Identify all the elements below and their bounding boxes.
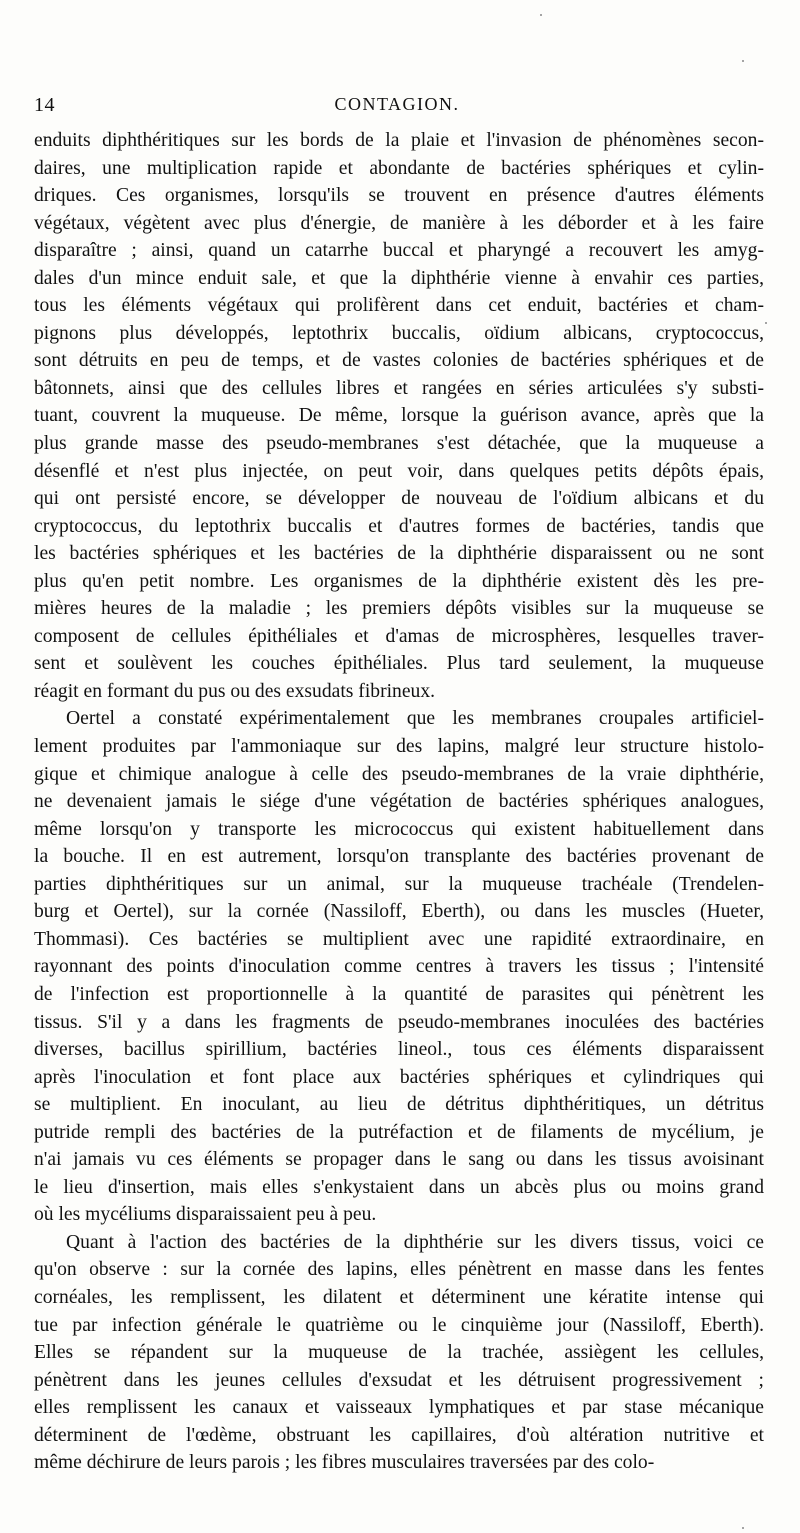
text-line: plus grande masse des pseudo-membranes s'est détachée, que la muqueuse a	[34, 433, 764, 455]
text-line: diverses, bacillus spirillium, bactéries lineol., tous ces éléments disparaissent	[34, 1039, 764, 1061]
text-line: cornéales, les remplissent, les dilatent et déterminent une kératite intense qui	[34, 1286, 764, 1308]
text-line: Oertel a constaté expérimentalement que les membranes croupales artificiel-	[66, 708, 764, 730]
text-line: tissus. S'il y a dans les fragments de pseudo-membranes inoculées des bactéries	[34, 1011, 764, 1033]
page-number: 14	[34, 94, 55, 116]
text-line: Thommasi). Ces bactéries se multiplient avec une rapidité extraordinaire, en	[34, 928, 764, 950]
text-line: végétaux, végètent avec plus d'énergie, de manière à les déborder et à les faire	[34, 212, 764, 234]
text-line: lement produites par l'ammoniaque sur des lapins, malgré leur structure histolo-	[34, 736, 764, 758]
paragraph	[34, 705, 764, 1228]
text-line: composent de cellules épithéliales et d'amas de microsphères, lesquelles traver-	[34, 625, 764, 647]
text-line: putride rempli des bactéries de la putréfaction et de filaments de mycélium, je	[34, 1121, 764, 1143]
text-line: enduits diphthéritiques sur les bords de la plaie et l'invasion de phénomènes secon-	[34, 130, 764, 151]
text-line: n'ai jamais vu ces éléments se propager dans le sang ou dans les tissus avoisinant	[34, 1149, 764, 1171]
text-line: les bactéries sphériques et les bactéries de la diphthérie disparaissent ou ne sont	[34, 543, 764, 565]
text-line: qui ont persisté encore, se développer de nouveau de l'oïdium albicans et du	[34, 488, 764, 510]
text-line: pignons plus développés, leptothrix buccalis, oïdium albicans, cryptococcus,	[34, 322, 764, 344]
paper-speck	[742, 60, 744, 62]
text-line: mières heures de la maladie ; les premiers dépôts visibles sur la muqueuse se	[34, 598, 764, 620]
text-line: tuant, couvrent la muqueuse. De même, lorsque la guérison avance, après que la	[34, 405, 764, 427]
text-line: plus qu'en petit nombre. Les organismes de la diphthérie existent dès les pre-	[34, 570, 764, 592]
body-text	[34, 127, 764, 1477]
text-line: même déchirure de leurs parois ; les fibres musculaires traversées par des colo-	[34, 1452, 655, 1474]
text-line: qu'on observe : sur la cornée des lapins, elles pénètrent en masse dans les fentes	[34, 1259, 764, 1281]
text-line: tous les éléments végétaux qui prolifèrent dans cet enduit, bactéries et cham-	[34, 295, 764, 317]
page-header	[34, 94, 760, 120]
text-line: le lieu d'insertion, mais elles s'enkystaient dans un abcès plus ou moins grand	[34, 1176, 764, 1198]
text-line: réagit en formant du pus ou des exsudats fibrineux.	[34, 680, 436, 702]
text-line: dales d'un mince enduit sale, et que la diphthérie vienne à envahir ces parties,	[34, 267, 764, 289]
paper-speck	[540, 14, 542, 16]
running-head: CONTAGION.	[334, 94, 460, 114]
text-line: après l'inoculation et font place aux bactéries sphériques et cylindriques qui	[34, 1066, 764, 1088]
text-line: burg et Oertel), sur la cornée (Nassiloff, Eberth), ou dans les muscles (Hueter,	[34, 901, 764, 923]
text-line: sent et soulèvent les couches épithéliales. Plus tard seulement, la muqueuse	[34, 653, 764, 675]
text-line: parties diphthéritiques sur un animal, sur la muqueuse trachéale (Trendelen-	[34, 873, 764, 895]
paragraph	[34, 127, 764, 705]
text-line: elles remplissent les canaux et vaisseaux lymphatiques et par stase mécanique	[34, 1397, 764, 1419]
text-line: pénètrent dans les jeunes cellules d'exsudat et les détruisent progressivement ;	[34, 1369, 764, 1391]
text-line: se multiplient. En inoculant, au lieu de détritus diphthéritiques, un détritus	[34, 1094, 764, 1116]
text-line: la bouche. Il en est autrement, lorsqu'on transplante des bactéries provenant de	[34, 846, 764, 868]
text-line: cryptococcus, du leptothrix buccalis et d'autres formes de bactéries, tandis que	[34, 515, 764, 537]
text-line: daires, une multiplication rapide et abondante de bactéries sphériques et cylin-	[34, 157, 764, 179]
text-line: où les mycéliums disparaissaient peu à peu.	[34, 1204, 377, 1226]
text-line: disparaître ; ainsi, quand un catarrhe buccal et pharyngé a recouvert les amyg-	[34, 240, 764, 262]
text-line: même lorsqu'on y transporte les micrococcus qui existent habituellement dans	[34, 818, 764, 840]
text-line: bâtonnets, ainsi que des cellules libres et rangées en séries articulées s'y substi-	[34, 377, 764, 399]
paper-speck	[742, 1527, 744, 1529]
text-line: Elles se répandent sur la muqueuse de la trachée, assiègent les cellules,	[34, 1342, 764, 1364]
text-line: ne devenaient jamais le siége d'une végétation de bactéries sphériques analogues,	[34, 791, 764, 813]
text-line: driques. Ces organismes, lorsqu'ils se trouvent en présence d'autres éléments	[34, 185, 764, 207]
paper-speck	[765, 322, 767, 324]
text-line: déterminent de l'œdème, obstruant les capillaires, d'où altération nutritive et	[34, 1424, 764, 1446]
text-line: tue par infection générale le quatrième ou le cinquième jour (Nassiloff, Eberth).	[34, 1314, 764, 1336]
text-line: sont détruits en peu de temps, et de vastes colonies de bactéries sphériques et de	[34, 350, 764, 372]
paragraph	[34, 1229, 764, 1477]
text-line: rayonnant des points d'inoculation comme centres à travers les tissus ; l'intensité	[34, 956, 764, 978]
text-line: gique et chimique analogue à celle des pseudo-membranes de la vraie diphthérie,	[34, 763, 764, 785]
text-line: de l'infection est proportionnelle à la quantité de parasites qui pénètrent les	[34, 983, 764, 1005]
text-line: Quant à l'action des bactéries de la diphthérie sur les divers tissus, voici ce	[66, 1231, 764, 1253]
text-line: désenflé et n'est plus injectée, on peut voir, dans quelques petits dépôts épais,	[34, 460, 764, 482]
